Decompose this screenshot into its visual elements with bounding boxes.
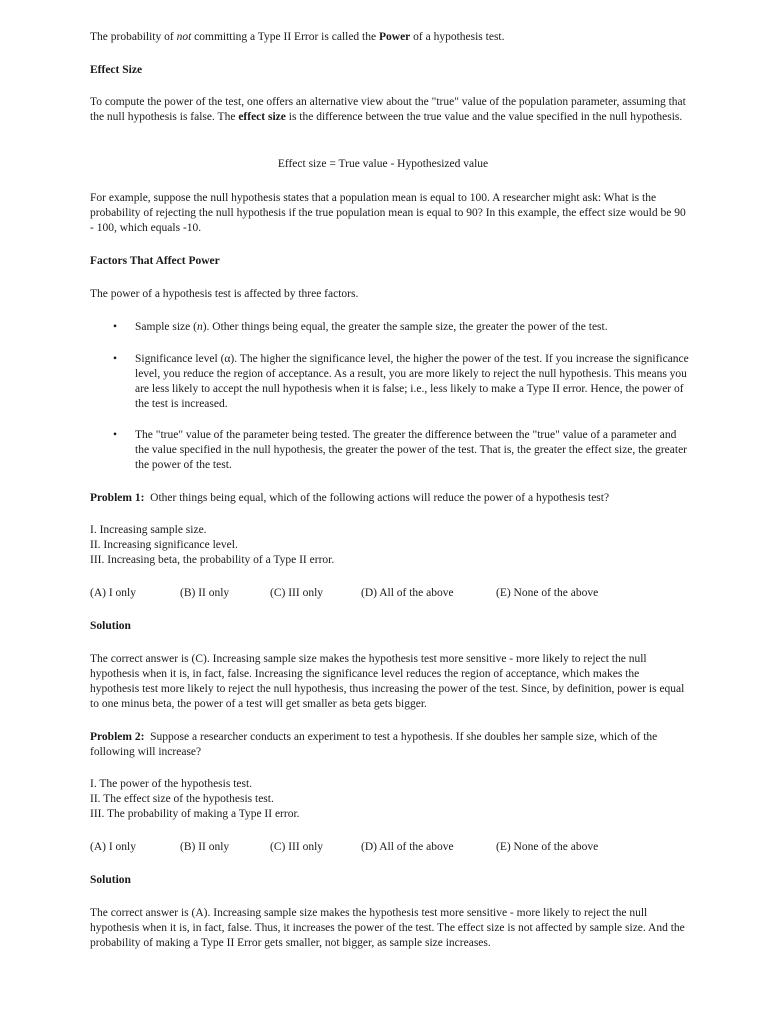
- problem1-items: [90, 523, 690, 568]
- effect-size-text-pre: To compute the power of the test, one offers an alternative view about the "true" value of the population parameter, assuming that the null hypothesis is false. The: [90, 96, 686, 123]
- factors-intro: The power of a hypothesis test is affected by three factors.: [90, 288, 359, 300]
- problem2-solution: The correct answer is (A). Increasing sample size makes the hypothesis test more sensitive - more likely to reject the null hypothesis when it is, in fact, false. Thus, it increases the power of the test. The effect size is not affected by sample size. And the probability of making a Type II Error gets smaller, not bigger, as sample size increases.: [90, 907, 685, 949]
- bullet-icon: •: [113, 429, 118, 441]
- choice-b: (B) II only: [180, 587, 230, 599]
- choice-b: (B) II only: [180, 841, 230, 853]
- choice-a: (A) I only: [90, 587, 136, 599]
- problem2-solution-heading: Solution: [90, 874, 131, 886]
- problem2-text: Suppose a researcher conducts an experiment to test a hypothesis. If she doubles her sample size, which of the following will increase?: [90, 731, 661, 758]
- problem1-label: Problem 1:: [90, 492, 145, 504]
- list-item: III. Increasing beta, the probability of a Type II error.: [90, 554, 335, 566]
- intro-text-power: Power: [378, 31, 411, 43]
- bullet-icon: •: [113, 321, 118, 333]
- list-item: II. The effect size of the hypothesis test.: [90, 793, 274, 805]
- list-item: II. Increasing significance level.: [90, 539, 238, 551]
- intro-text-post: of a hypothesis test.: [410, 31, 505, 43]
- problem2-label: Problem 2:: [90, 731, 145, 743]
- effect-size-example: For example, suppose the null hypothesis states that a population mean is equal to 100. A researcher might ask: What is the probability of rejecting the null hypothesis if the true population mean is equal to 90? In this example, the effect size would be 90 - 100, which equals -10.: [90, 192, 686, 234]
- bullet-text-post: ). Other things being equal, the greater the sample size, the greater the power of the test.: [202, 321, 608, 333]
- bullet-text: [135, 320, 690, 335]
- bullet-text-pre: Sample size (: [135, 321, 197, 333]
- choice-d: (D) All of the above: [361, 587, 454, 599]
- effect-size-paragraph: [90, 95, 690, 125]
- effect-size-heading: Effect Size: [90, 64, 143, 76]
- problem1-text: Other things being equal, which of the following actions will reduce the power of a hypothesis test?: [144, 492, 610, 504]
- problem2-choices: [90, 840, 690, 855]
- list-item: [90, 320, 690, 335]
- intro-paragraph: [90, 30, 690, 45]
- bullet-icon: •: [113, 353, 118, 365]
- intro-text-pre: The probability of: [90, 31, 177, 43]
- choice-e: (E) None of the above: [496, 587, 599, 599]
- choice-e: (E) None of the above: [496, 841, 599, 853]
- problem1-solution: The correct answer is (C). Increasing sample size makes the hypothesis test more sensitive - more likely to reject the null hypothesis when it is, in fact, false. Increasing the significance level reduces the region of acceptance, which makes the hypothesis test more likely to reject the null hypothesis, thus increasing the power of the test. Since, by definition, power is equal to one minus beta, the power of a test will get smaller as beta gets bigger.: [90, 653, 685, 710]
- list-item: [90, 428, 690, 473]
- effect-size-formula: Effect size = True value - Hypothesized value: [277, 158, 489, 170]
- intro-text-not: not: [176, 31, 192, 43]
- bullet-text: The "true" value of the parameter being tested. The greater the difference between the "true" value of a parameter and the value specified in the null hypothesis, the greater the power of the test. That is, the greater the effect size, the greater the power of the test.: [135, 429, 687, 471]
- effect-size-text-post: is the difference between the true value and the value specified in the null hypothesis.: [285, 111, 683, 123]
- effect-size-text-bold: effect size: [238, 111, 286, 123]
- factors-heading: Factors That Affect Power: [90, 255, 220, 267]
- bullet-text: Significance level (α). The higher the significance level, the higher the power of the test. If you increase the significance level, you reduce the region of acceptance. As a result, you are more likely to reject the null hypothesis. This means you are less likely to accept the null hypothesis when it is false; i.e., less likely to make a Type II error. Hence, the power of the test is increased.: [135, 353, 689, 410]
- list-item: III. The probability of making a Type II error.: [90, 808, 300, 820]
- list-item: [90, 352, 690, 412]
- problem1-solution-heading: Solution: [90, 620, 131, 632]
- problem1-choices: [90, 586, 690, 601]
- choice-d: (D) All of the above: [361, 841, 454, 853]
- choice-c: (C) III only: [270, 587, 324, 599]
- problem2-question: [90, 730, 690, 760]
- list-item: I. Increasing sample size.: [90, 524, 207, 536]
- choice-c: (C) III only: [270, 841, 324, 853]
- problem1-question: [90, 491, 690, 506]
- bullet-text-italic: n: [196, 321, 203, 333]
- problem2-items: [90, 777, 690, 822]
- choice-a: (A) I only: [90, 841, 136, 853]
- intro-text-mid: committing a Type II Error is called the: [191, 31, 379, 43]
- list-item: I. The power of the hypothesis test.: [90, 778, 253, 790]
